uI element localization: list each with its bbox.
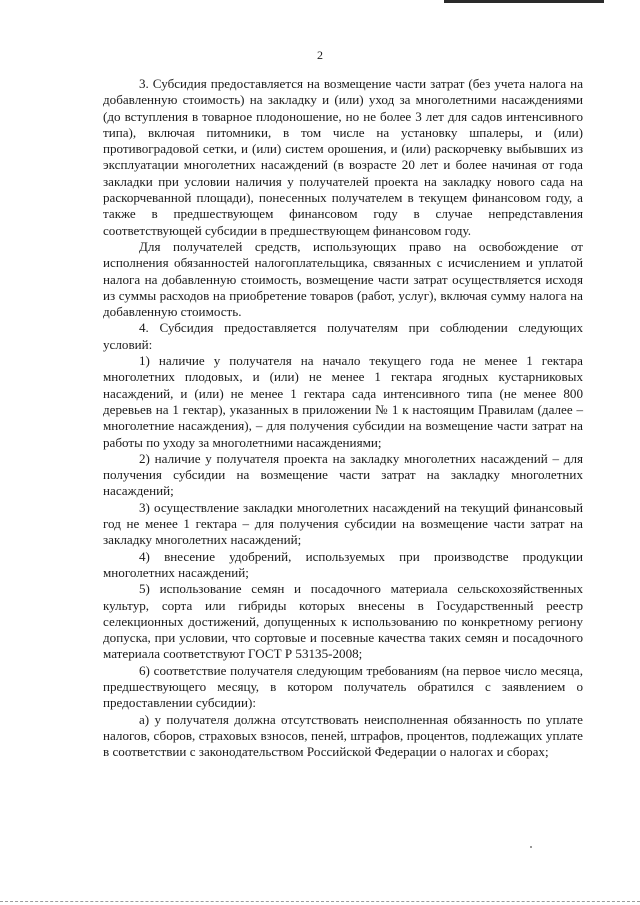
condition-item-5: 5) использование семян и посадочного материала сельскохозяйственных культур, сорта или гибриды которых внесены в Государственный реестр селекционных достижений, допущенных к использованию по конкретному региону допуска, при условии, что сортовые и посевные качества таких семян и посадочного материала соответствуют ГОСТ Р 53135-2008; bbox=[103, 581, 583, 662]
document-body bbox=[103, 76, 583, 760]
condition-item-2: 2) наличие у получателя проекта на закладку многолетних насаждений – для получения субсидии на возмещение части затрат на закладку многолетних насаждений; bbox=[103, 450, 583, 499]
condition-item-4: 4) внесение удобрений, используемых при производстве продукции многолетних насаждений; bbox=[103, 548, 583, 580]
condition-item-3: 3) осуществление закладки многолетних насаждений на текущий финансовый год не менее 1 гектара – для получения субсидии на возмещение части затрат на закладку многолетних насаждений; bbox=[103, 499, 583, 548]
scan-speck bbox=[530, 846, 532, 848]
paragraph-vat-exempt-recipients: Для получателей средств, использующих право на освобождение от исполнения обязанностей налогоплательщика, связанных с исчислением и уплатой налога на добавленную стоимость, возмещение части затрат осуществляется исходя из суммы расходов на приобретение товаров (работ, услуг), включая сумму налога на добавленную стоимость. bbox=[103, 238, 583, 320]
paragraph-subsidy-conditions: 4. Субсидия предоставляется получателям при соблюдении следующих условий: bbox=[103, 320, 583, 352]
paragraph-subsidy-purpose: 3. Субсидия предоставляется на возмещение части затрат (без учета налога на добавленную стоимость) на закладку и (или) уход за многолетними насаждениями (до вступления в товарное плодоношение, но не более 3 лет для садов интенсивного типа), включая питомники, в том числе на установку шпалеры, и (или) противоградовой сетки, и (или) систем орошения, и (или) раскорчевку выбывших из эксплуатации многолетних насаждений (в возрасте 20 лет и более начиная от года закладки при условии наличия у получателей проекта на закладку нового сада на раскорчеванной площади), понесенных получателем в текущем финансовом году, а также в предшествующем финансовом году в случае непредставления соответствующей субсидии в предшествующем финансовом году. bbox=[103, 76, 583, 238]
condition-item-1: 1) наличие у получателя на начало текущего года не менее 1 гектара многолетних плодовых, и (или) не менее 1 гектара ягодных кустарниковых насаждений, и (или) не менее 1 гектара сада интенсивного типа (не менее 800 деревьев на 1 гектар), указанных в приложении № 1 к настоящим Правилам (далее – многолетние насаждения), – для получения субсидии на возмещение части затрат на работы по уходу за многолетними насаждениями; bbox=[103, 353, 583, 450]
page-number: 2 bbox=[317, 48, 323, 62]
condition-item-6a: а) у получателя должна отсутствовать неисполненная обязанность по уплате налогов, сборов, страховых взносов, пеней, штрафов, процентов, подлежащих уплате в соответствии с законодательством Российской Федерации о налогах и сборах; bbox=[103, 711, 583, 760]
scan-artifact-bottom bbox=[0, 901, 640, 905]
scan-artifact-top bbox=[444, 0, 604, 3]
condition-item-6: 6) соответствие получателя следующим требованиям (на первое число месяца, предшествующего месяцу, в котором получатель обратился с заявлением о предоставлении субсидии): bbox=[103, 662, 583, 711]
